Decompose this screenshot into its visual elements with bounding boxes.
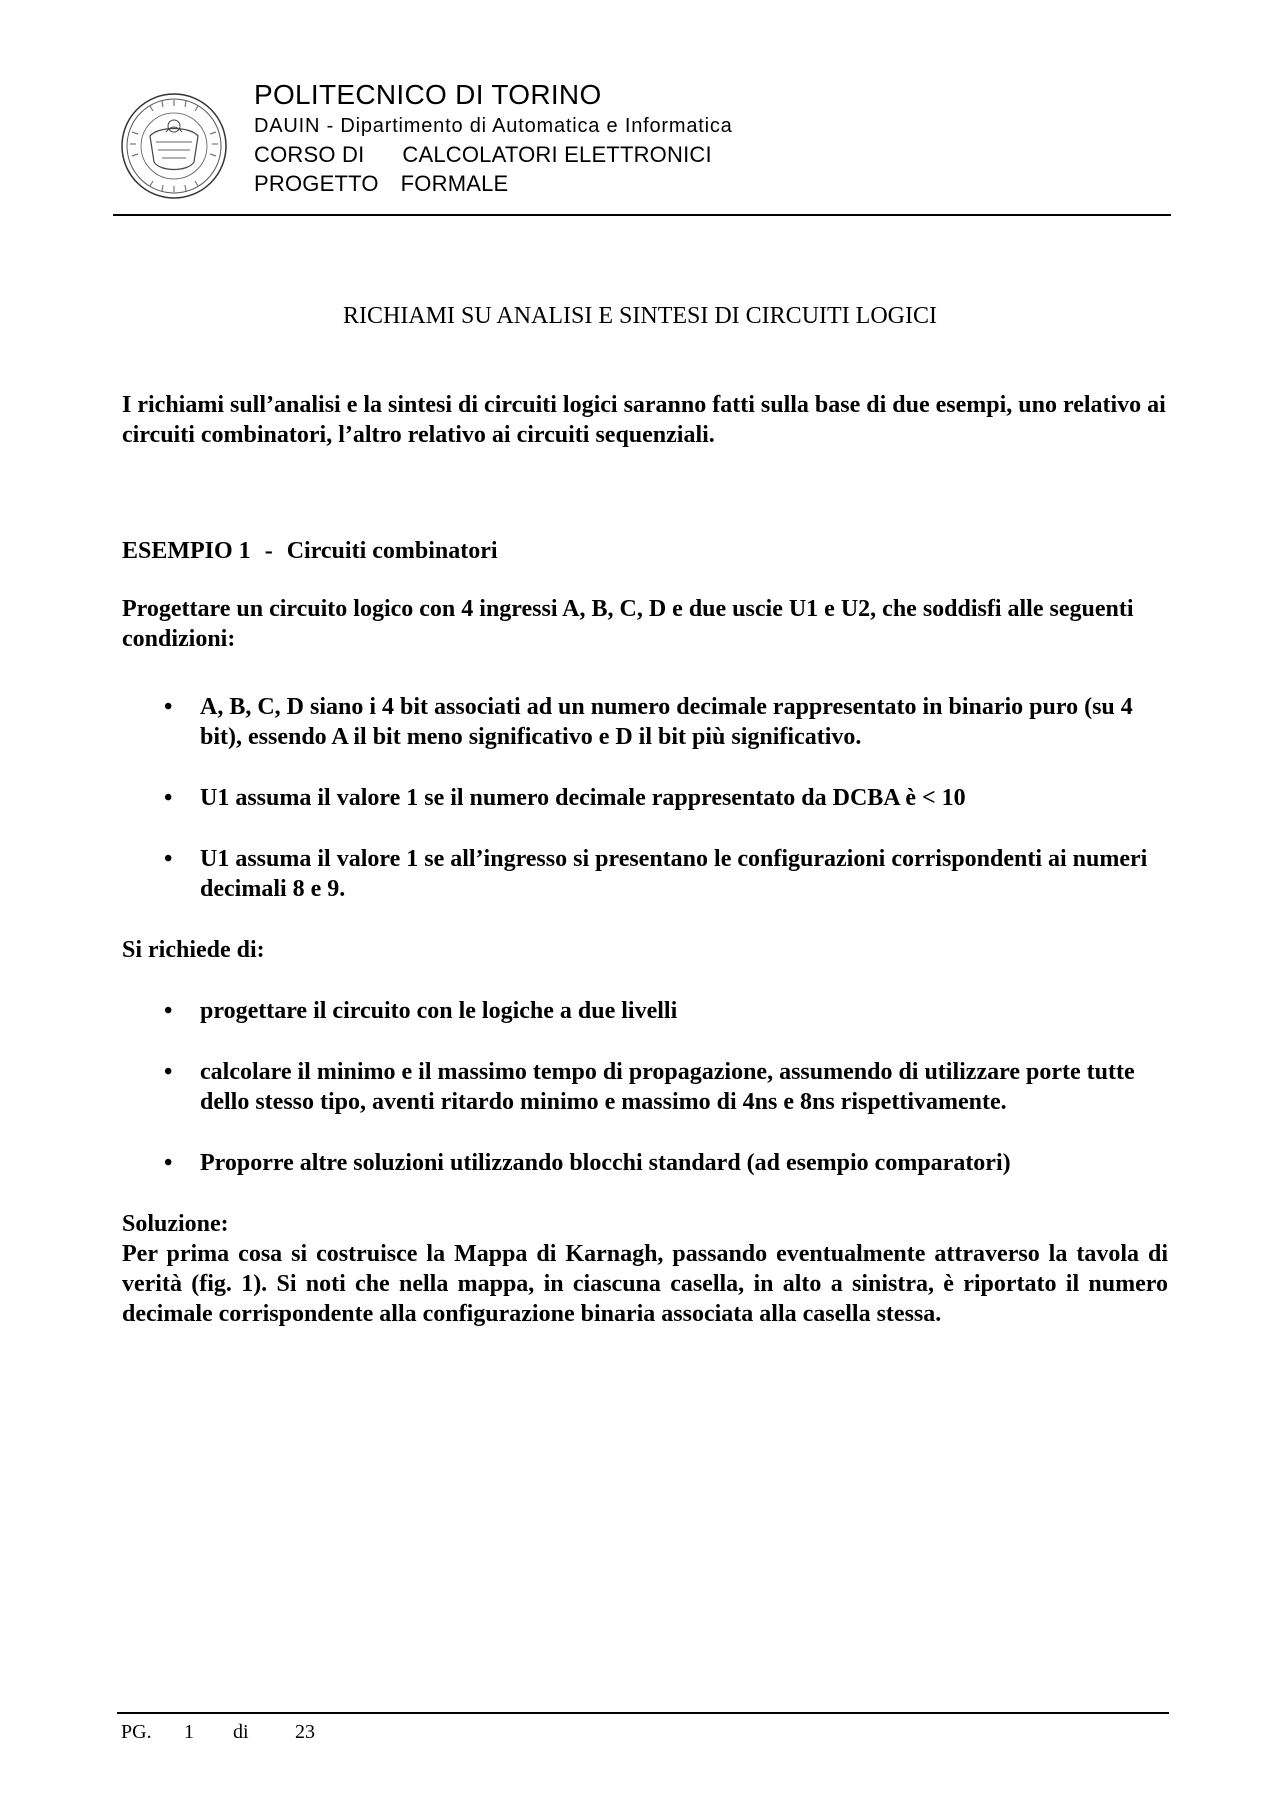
list-item xyxy=(122,692,1168,752)
conditions-list xyxy=(122,692,1168,904)
header-text-block xyxy=(254,78,733,198)
project-prefix: PROGETTO xyxy=(254,171,379,196)
solution-paragraph: Per prima cosa si costruisce la Mappa di Karnagh, passando eventualmente attraverso la tavola di verità (fig. 1). Si noti che nella mappa, in ciascuna casella, in alto a sinistra, è riportato il numero decimale corrispondente alla configurazione binaria associata alla casella stessa. xyxy=(122,1241,1168,1327)
bullet-icon: • xyxy=(164,998,173,1024)
condition-text: A, B, C, D siano i 4 bit associati ad un numero decimale rappresentato in binario puro (su 4 bit), essendo A il bit meno significativo e D il bit più significativo. xyxy=(200,694,1133,750)
footer-divider xyxy=(117,1712,1169,1714)
course-line xyxy=(254,140,733,169)
request-label: Si richiede di: xyxy=(122,937,265,963)
of-label: di xyxy=(233,1721,249,1743)
request-text: Proporre altre soluzioni utilizzando blocchi standard (ad esempio comparatori) xyxy=(200,1150,1011,1176)
page-footer xyxy=(121,1719,315,1745)
request-text: calcolare il minimo e il massimo tempo di propagazione, assumendo di utilizzare porte tutte dello stesso tipo, aventi ritardo minimo e massimo di 4ns e 8ns rispettivamente. xyxy=(200,1059,1135,1115)
document-title: RICHIAMI SU ANALISI E SINTESI DI CIRCUITI LOGICI xyxy=(343,303,937,329)
page-header xyxy=(120,78,1170,210)
condition-text: U1 assuma il valore 1 se il numero decimale rappresentato da DCBA è < 10 xyxy=(200,785,966,811)
task-paragraph: Progettare un circuito logico con 4 ingressi A, B, C, D e due uscie U1 e U2, che soddisfi alle seguenti condizioni: xyxy=(122,596,1134,652)
politecnico-seal-icon xyxy=(120,92,228,200)
total-pages: 23 xyxy=(295,1721,315,1743)
course-name: CALCOLATORI ELETTRONICI xyxy=(402,142,712,167)
university-name: POLITECNICO DI TORINO xyxy=(254,79,602,110)
bullet-icon: • xyxy=(164,694,173,720)
project-name: FORMALE xyxy=(400,171,509,196)
bullet-icon: • xyxy=(164,785,173,811)
department-name: DAUIN - Dipartimento di Automatica e Informatica xyxy=(254,115,733,137)
bullet-icon: • xyxy=(164,1150,173,1176)
header-divider xyxy=(113,214,1171,216)
bullet-icon: • xyxy=(164,1059,173,1085)
list-item xyxy=(122,783,1168,813)
requests-list xyxy=(122,996,1168,1178)
intro-paragraph: I richiami sull’analisi e la sintesi di circuiti logici saranno fatti sulla base di due esempi, uno relativo ai circuiti combinatori, l’altro relativo ai circuiti sequenziali. xyxy=(122,392,1166,448)
project-line xyxy=(254,169,733,198)
solution-label: Soluzione: xyxy=(122,1211,229,1237)
example-heading xyxy=(122,536,1168,566)
list-item xyxy=(122,996,1168,1026)
condition-text: U1 assuma il valore 1 se all’ingresso si presentano le configurazioni corrispondenti ai numeri decimali 8 e 9. xyxy=(200,846,1148,902)
list-item xyxy=(122,1148,1168,1178)
example-topic: Circuiti combinatori xyxy=(286,538,498,564)
list-item xyxy=(122,1057,1168,1117)
bullet-icon: • xyxy=(164,846,173,872)
current-page-number: 1 xyxy=(184,1721,194,1743)
course-prefix: CORSO DI xyxy=(254,142,365,167)
example-separator: - xyxy=(264,538,273,564)
list-item xyxy=(122,844,1168,904)
example-label: ESEMPIO 1 xyxy=(122,538,251,564)
page-label: PG. xyxy=(121,1721,152,1743)
request-text: progettare il circuito con le logiche a due livelli xyxy=(200,998,678,1024)
document-body xyxy=(122,390,1168,1329)
